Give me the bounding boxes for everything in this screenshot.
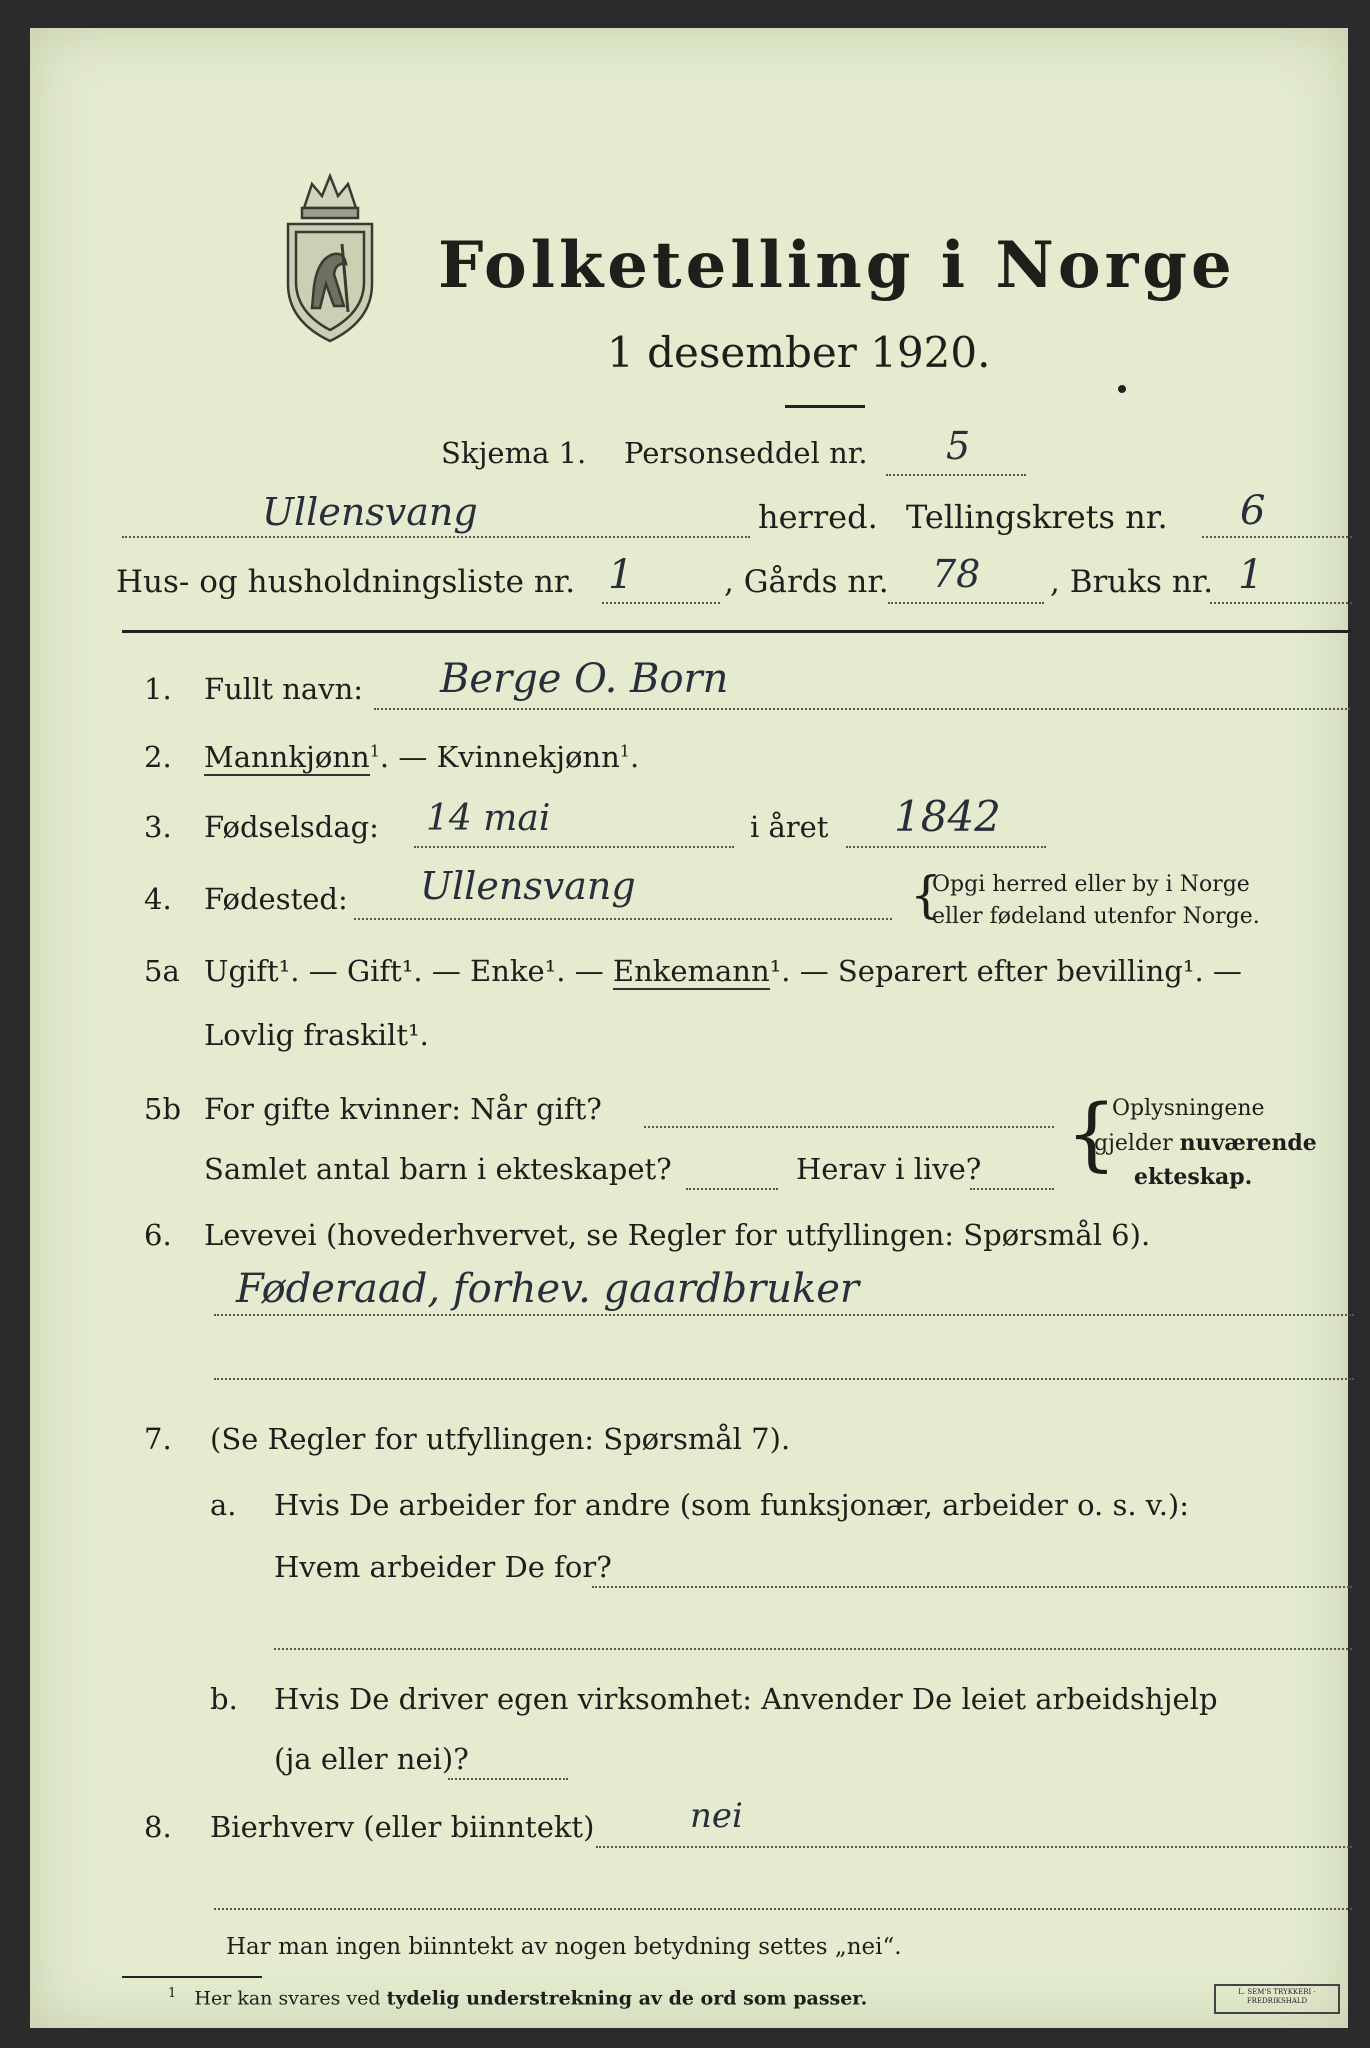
q2-options: [204, 740, 639, 774]
tellingskrets-label: Tellingskrets nr.: [906, 498, 1168, 536]
q3-number: 3.: [144, 810, 172, 844]
q5a-options-b: ¹. — Separert efter bevilling¹. —: [769, 954, 1242, 988]
q7b-line2: (ja eller nei)?: [274, 1742, 469, 1776]
q2-sup2: 1: [619, 741, 630, 761]
q5b-line1-dots: [644, 1126, 1054, 1128]
footnote-text-a: Her kan svares ved: [194, 1987, 387, 2010]
q5a-line1: [204, 954, 1242, 988]
footnote-text-b: tydelig understrekning av de ord som passer.: [386, 1987, 868, 2010]
q3-year-line: [846, 846, 1046, 848]
tellingskrets-value: 6: [1240, 488, 1266, 534]
q5a-enkemann: Enkemann: [612, 954, 770, 988]
q8-number: 8.: [144, 1810, 172, 1844]
q1-label: Fullt navn:: [204, 672, 364, 706]
herred-value: Ullensvang: [262, 490, 478, 534]
q7a-line2-dots: [592, 1586, 1352, 1588]
q2-sup1: 1: [369, 741, 380, 761]
bruks-value: 1: [1238, 552, 1264, 598]
q5b-herav: Herav i live?: [796, 1152, 982, 1186]
q5b-herav-dots: [970, 1188, 1054, 1190]
q1-number: 1.: [144, 672, 172, 706]
q7-number: 7.: [144, 1422, 172, 1456]
gaards-label: , Gårds nr.: [724, 564, 889, 600]
footnote-divider: [122, 1976, 262, 1978]
tellingskrets-line: [1202, 536, 1352, 538]
q3-year-label: i året: [750, 810, 829, 844]
q5b-line2-dots: [686, 1188, 778, 1190]
q3-year-value: 1842: [894, 792, 1001, 841]
footnote: [168, 1986, 867, 2009]
printer-stamp-text: L. SEM'S TRYKKERI · FREDRIKSHALD: [1238, 1988, 1316, 2005]
q7a-line3-dots: [274, 1648, 1352, 1650]
q4-line: [354, 918, 892, 920]
q8-line: [596, 1846, 1352, 1848]
q5b-note-2b: nuværende: [1179, 1130, 1317, 1156]
q5a-number: 5a: [144, 954, 180, 988]
hus-label: Hus- og husholdningsliste nr.: [116, 564, 576, 600]
q6-line2: [214, 1378, 1354, 1380]
q4-brace: {: [910, 866, 942, 924]
q4-label: Fødested:: [204, 882, 348, 916]
q3-label: Fødselsdag:: [204, 810, 379, 844]
q6-number: 6.: [144, 1218, 172, 1252]
q4-number: 4.: [144, 882, 172, 916]
q5b-line1: For gifte kvinner: Når gift?: [204, 1092, 602, 1126]
printer-stamp: [1214, 1984, 1340, 2014]
norwegian-coat-of-arms-icon: [274, 166, 386, 346]
personseddel-line: [886, 474, 1026, 476]
q2-separator: . —: [379, 740, 437, 774]
hus-line: [602, 602, 720, 604]
q7b-line2-dots: [448, 1778, 568, 1780]
q5b-note-1: Oplysningene: [1112, 1096, 1265, 1121]
herred-line: [122, 536, 750, 538]
q6-line1: [214, 1314, 1354, 1316]
q7a-line2: Hvem arbeider De for?: [274, 1550, 612, 1584]
q2-number: 2.: [144, 740, 172, 774]
q1-value: Berge O. Born: [440, 656, 729, 702]
q5b-note-2a: gjelder: [1094, 1131, 1180, 1156]
footnote-number: 1: [168, 1986, 177, 2001]
q8-line2: [214, 1908, 1352, 1910]
herred-label: herred.: [758, 498, 878, 536]
q7b-line1: Hvis De driver egen virksomhet: Anvender De leiet arbeidshjelp: [274, 1682, 1218, 1716]
footer-note: Har man ingen biinntekt av nogen betydning settes „nei“.: [226, 1934, 902, 1960]
personseddel-value: 5: [946, 424, 971, 468]
q5b-note-3: ekteskap.: [1134, 1164, 1253, 1190]
bruks-label: , Bruks nr.: [1050, 564, 1214, 600]
census-form-paper: [30, 28, 1348, 2028]
q3-value: 14 mai: [426, 798, 551, 839]
q8-value: nei: [690, 1796, 743, 1836]
q4-note-2: eller fødeland utenfor Norge.: [932, 904, 1260, 929]
form-title: Folketelling i Norge: [438, 228, 1236, 303]
q6-value: Føderaad, forhev. gaardbruker: [236, 1266, 860, 1312]
q5b-line2: Samlet antal barn i ekteskapet?: [204, 1152, 672, 1186]
q5a-line2: Lovlig fraskilt¹.: [204, 1018, 429, 1052]
personseddel-label: Personseddel nr.: [624, 436, 868, 470]
skjema-label: Skjema 1.: [441, 436, 587, 470]
q5b-note-2: [1094, 1130, 1317, 1156]
q7-label: (Se Regler for utfyllingen: Spørsmål 7).: [210, 1422, 791, 1456]
census-date: 1 desember 1920.: [607, 328, 991, 377]
hus-value: 1: [608, 552, 634, 598]
q8-label: Bierhverv (eller biinntekt): [210, 1810, 595, 1844]
ink-dot: [1118, 385, 1126, 393]
q6-label: Levevei (hovederhvervet, se Regler for utfyllingen: Spørsmål 6).: [204, 1218, 1151, 1252]
q4-note-1: Opgi herred eller by i Norge: [932, 872, 1250, 897]
q5b-number: 5b: [144, 1092, 182, 1126]
section-divider: [122, 630, 1352, 633]
q7b-letter: b.: [210, 1682, 238, 1716]
q4-value: Ullensvang: [420, 864, 636, 908]
q1-line: [374, 708, 1350, 710]
gaards-value: 78: [932, 552, 981, 596]
title-divider: [785, 405, 865, 408]
gaards-line: [888, 602, 1044, 604]
bruks-line: [1210, 602, 1352, 604]
q2-end: .: [629, 740, 640, 774]
q2-female: Kvinnekjønn: [436, 740, 620, 774]
q7a-letter: a.: [210, 1488, 237, 1522]
q5b-brace: {: [1066, 1087, 1117, 1180]
q7a-line1: Hvis De arbeider for andre (som funksjonær, arbeider o. s. v.):: [274, 1488, 1190, 1522]
q2-male: Mannkjønn: [204, 740, 370, 774]
q5a-options-a: Ugift¹. — Gift¹. — Enke¹. —: [204, 954, 613, 988]
q3-line: [414, 846, 734, 848]
